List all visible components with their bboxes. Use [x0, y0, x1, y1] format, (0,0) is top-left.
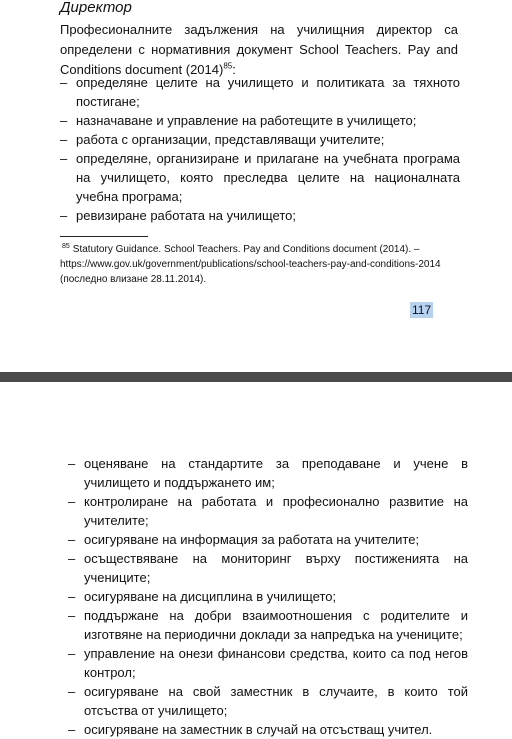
list-item: – контролиране на работата и професионално развитие на учителите;	[68, 492, 468, 530]
list-item: – управление на онези финансови средства, които са под негов контрол;	[68, 644, 468, 682]
intro-paragraph-colon: :	[232, 62, 236, 77]
list-item: – ревизиране работата на училището;	[60, 206, 460, 225]
page-divider	[0, 372, 512, 382]
footnote-number: 85	[62, 242, 70, 250]
list-item: – работа с организации, представляващи учителите;	[60, 130, 460, 149]
list-item: – поддържане на добри взаимоотношения с родителите и изготвяне на периодични доклади за напредъка на учениците;	[68, 606, 468, 644]
footnote-separator	[60, 236, 148, 237]
list-item: – осигуряване на свой заместник в случаите, в които той отсъства от училището;	[68, 682, 468, 720]
page-number: 117	[412, 303, 432, 317]
list-item: – определяне целите на училището и политиката за тяхното постигане;	[60, 73, 460, 111]
list-item: – назначаване и управление на работещите в училището;	[60, 111, 460, 130]
section-heading: Директор	[60, 0, 132, 16]
intro-paragraph-text: Професионалните задължения на училищния директор са определени с нормативния документ School Teachers. Pay and Conditions document (2014)	[60, 22, 458, 77]
footnote-text: Statutory Guidance. School Teachers. Pay and Conditions document (2014). – https://www.gov.uk/government/publications/school-teachers-pay-and-conditions-2014 (последно влизане 28.11.2014).	[60, 244, 441, 285]
duties-list-bottom	[68, 454, 468, 739]
footnote	[60, 242, 462, 287]
intro-paragraph	[60, 20, 458, 80]
footnote-reference[interactable]: 85	[223, 61, 233, 71]
list-item: – осъществяване на мониторинг върху постиженията на учениците;	[68, 549, 468, 587]
document-page-bottom	[0, 382, 512, 737]
list-item: – определяне, организиране и прилагане на учебната програма на училището, която преследва целите на националната учебна програма;	[60, 149, 460, 206]
list-item: – осигуряване на информация за работата на учителите;	[68, 530, 468, 549]
duties-list-top	[60, 73, 460, 225]
list-item: – осигуряване на заместник в случай на отсъстващ учител.	[68, 720, 468, 739]
list-item: – осигуряване на дисциплина в училището;	[68, 587, 468, 606]
list-item: – оценяване на стандартите за преподаване и учене в училището и поддържането им;	[68, 454, 468, 492]
